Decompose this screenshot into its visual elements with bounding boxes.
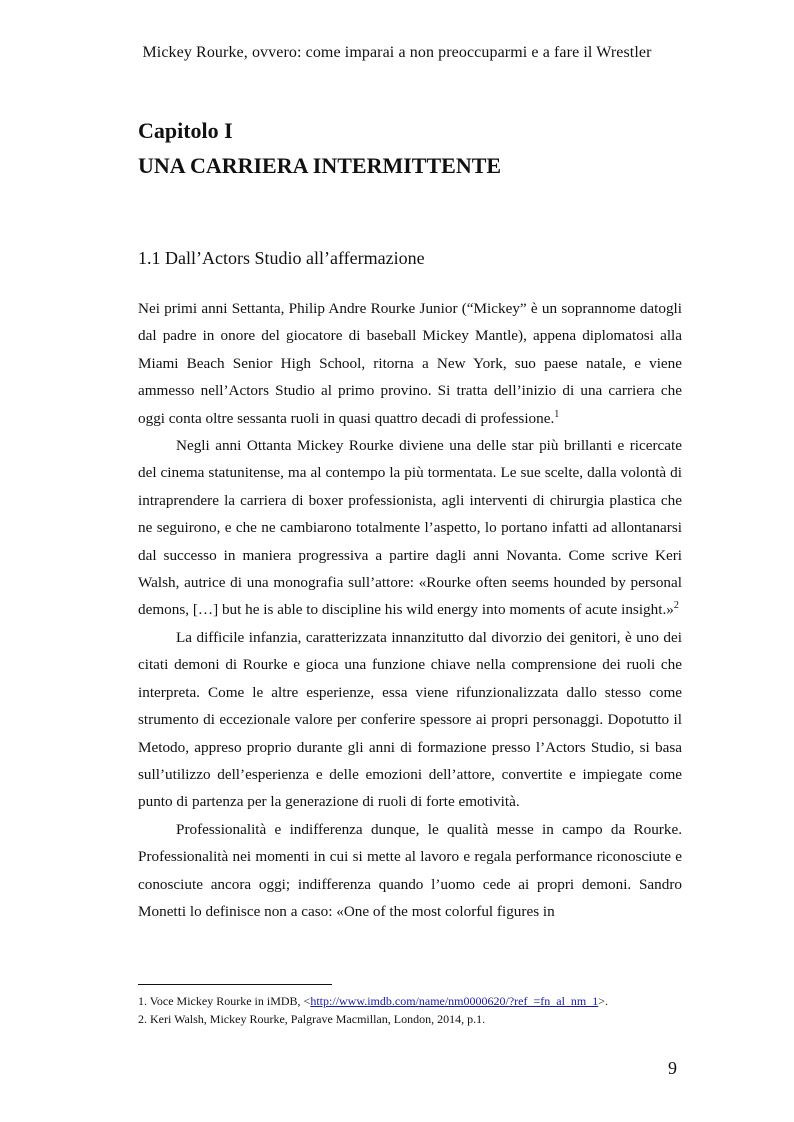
footnote-1 [138, 992, 698, 1010]
footnotes [138, 992, 698, 1028]
footnote-1-prefix: 1. Voce Mickey Rourke in iMDB, < [138, 994, 311, 1008]
footnote-2: 2. Keri Walsh, Mickey Rourke, Palgrave Macmillan, London, 2014, p.1. [138, 1012, 486, 1026]
chapter-title: UNA CARRIERA INTERMITTENTE [138, 153, 502, 178]
footnote-1-suffix: >. [598, 994, 609, 1008]
chapter-label: Capitolo I [138, 118, 233, 143]
paragraph-2-text: Negli anni Ottanta Mickey Rourke diviene una delle star più brillanti e ricercate del cinema statunitense, ma al contempo la più tormentata. Le sue scelte, dalla volontà di intraprendere la carriera di boxer professionista, agli interventi di chirurgia plastica che ne seguirono, e che ne cambiarono totalmente l’aspetto, lo portano infatti ad allontanarsi dal successo in maniera progressiva a partire dagli anni Novanta. Come scrive Keri Walsh, autrice di una monografia sull’attore: «Rourke often seems hounded by personal demons, […] but he is able to discipline his wild energy into moments of acute insight.» [138, 437, 682, 619]
paragraph-1-text: Nei primi anni Settanta, Philip Andre Rourke Junior (“Mickey” è un soprannome datogli dal padre in onore del giocatore di baseball Mickey Mantle), appena diplomatosi alla Miami Beach Senior High School, ritorna a New York, suo paese natale, e viene ammesso nell’Actors Studio al primo provino. Si tratta dell’inizio di una carriera che oggi conta oltre sessanta ruoli in quasi quattro decadi di professione. [138, 300, 682, 427]
paragraph-3: La difficile infanzia, caratterizzata innanzitutto dal divorzio dei genitori, è uno dei citati demoni di Rourke e gioca una funzione chiave nella comprensione dei ruoli che interpreta. Come le altre esperienze, essa viene rifunzionalizzata dallo stesso come strumento di eccezionale valore per conferire spessore ai propri personaggi. Dopotutto il Metodo, appreso proprio durante gli anni di formazione presso l’Actors Studio, si basa sull’utilizzo dell’esperienza e delle emozioni dell’attore, convertite e impiegate come punto di partenza per la generazione di ruoli di forte emotività. [138, 628, 682, 811]
paragraph-4: Professionalità e indifferenza dunque, le qualità messe in campo da Rourke. Professionalità nei momenti in cui si mette al lavoro e regala performance riconosciute e conosciute ancora oggi; indifferenza quando l’uomo cede ai propri demoni. Sandro Monetti lo definisce non a caso: «One of the most colorful figures in [138, 820, 682, 920]
paragraph-2 [138, 432, 682, 624]
body-text [138, 295, 682, 925]
footnote-ref-2[interactable]: 2 [673, 600, 679, 612]
page-number: 9 [668, 1058, 677, 1078]
imdb-link[interactable]: http://www.imdb.com/name/nm0000620/?ref_=fn_al_nm_1 [310, 994, 599, 1008]
footnote-divider [138, 984, 332, 985]
running-header: Mickey Rourke, ovvero: come imparai a non preoccuparmi e a fare il Wrestler [142, 44, 652, 61]
paragraph-1 [138, 295, 682, 432]
section-heading: 1.1 Dall’Actors Studio all’affermazione [138, 248, 425, 268]
chapter-heading [138, 113, 698, 183]
footnote-ref-1[interactable]: 1 [554, 408, 560, 420]
